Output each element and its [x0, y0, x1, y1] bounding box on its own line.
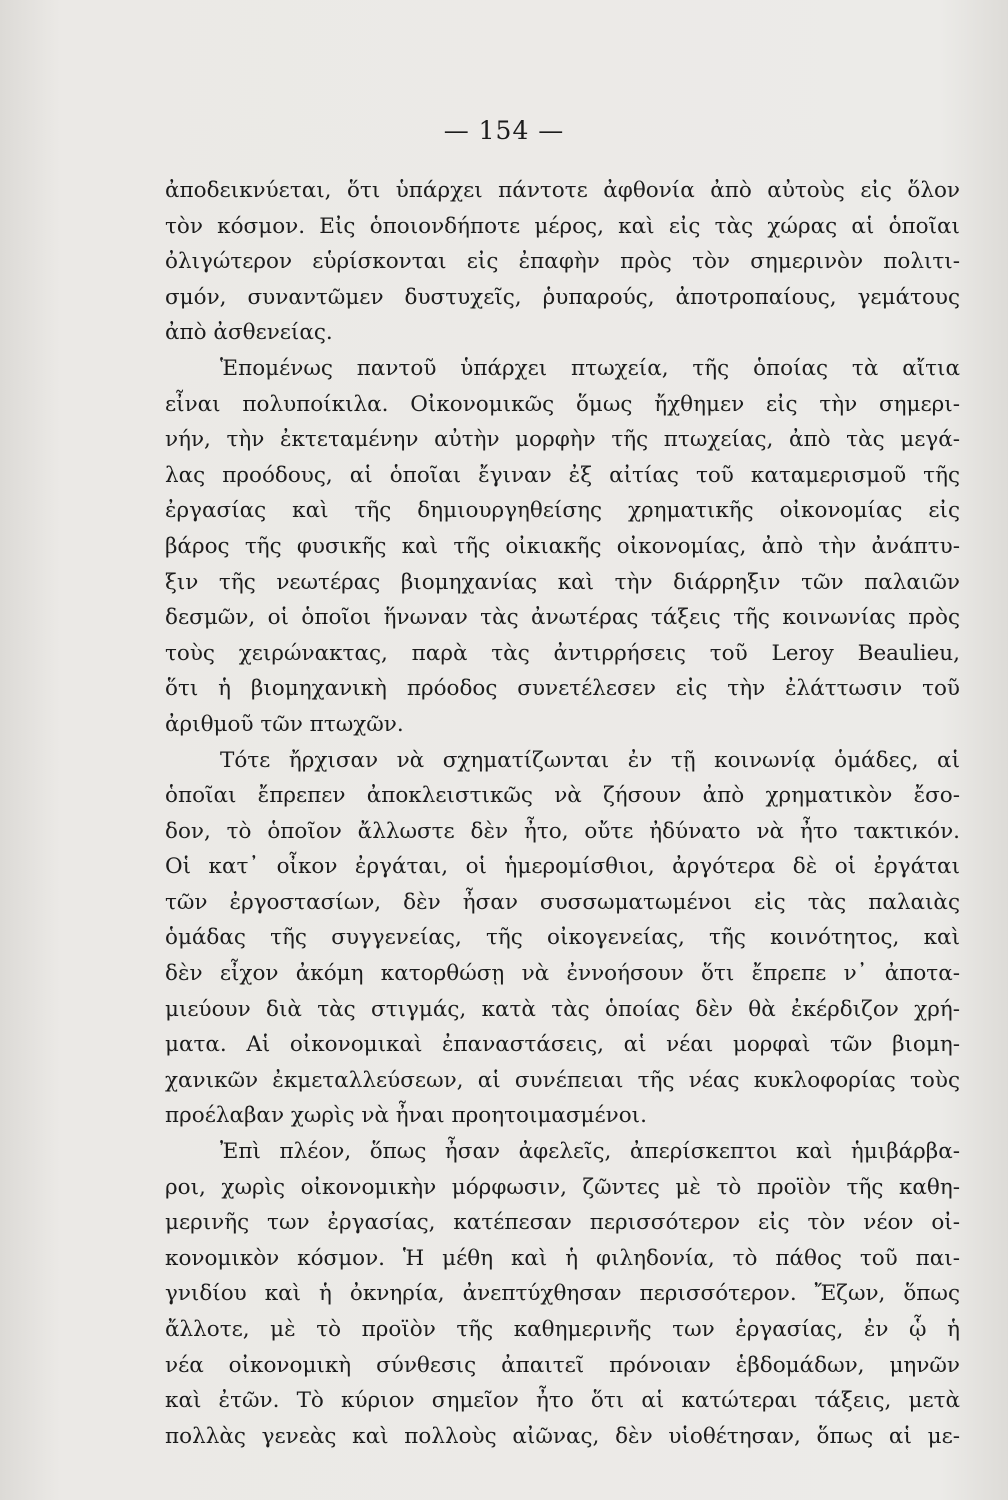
text-line: ἀπὸ ἀσθενείας. [165, 320, 333, 346]
text-line: τὸν κόσμον. Εἰς ὁποιονδήποτε μέρος, καὶ εἰς τὰς χώρας αἱ ὁποῖαι [165, 213, 960, 239]
text-line: ἀριθμοῦ τῶν πτωχῶν. [165, 711, 404, 737]
text-line: ὁμάδας τῆς συγγενείας, τῆς οἰκογενείας, τῆς κοινότητος, καὶ [165, 925, 960, 951]
text-line: Ἐπὶ πλέον, ὅπως ἦσαν ἀφελεῖς, ἀπερίσκεπτοι καὶ ἡμιβάρβα- [220, 1139, 960, 1165]
text-line: βάρος τῆς φυσικῆς καὶ τῆς οἰκιακῆς οἰκονομίας, ἀπὸ τὴν ἀνάπτυ- [165, 533, 960, 559]
text-line: δον, τὸ ὁποῖον ἄλλωστε δὲν ἦτο, οὔτε ἠδύνατο νὰ ἦτο τακτικόν. [165, 818, 960, 844]
text-line: τοὺς χειρώνακτας, παρὰ τὰς ἀντιρρήσεις τοῦ Leroy Beaulieu, [165, 640, 960, 666]
text-line: Ἑπομένως παντοῦ ὑπάρχει πτωχεία, τῆς ὁποίας τὰ αἴτια [220, 355, 960, 381]
text-line: ὁποῖαι ἔπρεπεν ἀποκλειστικῶς νὰ ζήσουν ἀπὸ χρηματικὸν ἔσο- [165, 783, 960, 809]
text-line: γνιδίου καὶ ἡ ὀκνηρία, ἀνεπτύχθησαν περισσότερον. Ἔζων, ὅπως [165, 1281, 960, 1307]
text-line: ξιν τῆς νεωτέρας βιομηχανίας καὶ τὴν διάρρηξιν τῶν παλαιῶν [165, 569, 960, 595]
text-line: σμόν, συναντῶμεν δυστυχεῖς, ῥυπαρούς, ἀποτροπαίους, γεμάτους [165, 284, 960, 310]
text-line: μερινῆς των ἐργασίας, κατέπεσαν περισσότερον εἰς τὸν νέον οἰ- [165, 1210, 960, 1236]
text-line: νέα οἰκονομικὴ σύνθεσις ἀπαιτεῖ πρόνοιαν ἑβδομάδων, μηνῶν [165, 1352, 960, 1378]
text-line: μιεύουν διὰ τὰς στιγμάς, κατὰ τὰς ὁποίας δὲν θὰ ἐκέρδιζον χρή- [165, 996, 960, 1022]
text-line: κονομικὸν κόσμον. Ἡ μέθη καὶ ἡ φιληδονία, τὸ πάθος τοῦ παι- [165, 1245, 960, 1271]
text-line: Οἱ κατ᾽ οἶκον ἐργάται, οἱ ἡμερομίσθιοι, ἀργότερα δὲ οἱ ἐργάται [165, 854, 960, 880]
text-line: ἀποδεικνύεται, ὅτι ὑπάρχει πάντοτε ἀφθονία ἀπὸ αὐτοὺς εἰς ὅλον [165, 178, 960, 203]
text-line: τῶν ἐργοστασίων, δὲν ἦσαν συσσωματωμένοι εἰς τὰς παλαιὰς [165, 889, 960, 915]
text-line: χανικῶν ἐκμεταλλεύσεων, αἱ συνέπειαι τῆς νέας κυκλοφορίας τοὺς [165, 1067, 960, 1093]
text-line: ροι, χωρὶς οἰκονομικὴν μόρφωσιν, ζῶντες μὲ τὸ προϊὸν τῆς καθη- [165, 1174, 960, 1200]
text-line: πολλὰς γενεὰς καὶ πολλοὺς αἰῶνας, δὲν υἱοθέτησαν, ὅπως αἱ με- [165, 1423, 960, 1449]
text-line: ἐργασίας καὶ τῆς δημιουργηθείσης χρηματικῆς οἰκονομίας εἰς [165, 498, 960, 524]
text-line: Τότε ἤρχισαν νὰ σχηματίζωνται ἐν τῇ κοινωνίᾳ ὁμάδες, αἱ [220, 747, 960, 773]
text-line: λας προόδους, αἱ ὁποῖαι ἔγιναν ἐξ αἰτίας τοῦ καταμερισμοῦ τῆς [165, 462, 960, 488]
text-line: ματα. Αἱ οἰκονομικαὶ ἐπαναστάσεις, αἱ νέαι μορφαὶ τῶν βιομη- [165, 1032, 960, 1058]
text-line: καὶ ἐτῶν. Τὸ κύριον σημεῖον ἦτο ὅτι αἱ κατώτεραι τάξεις, μετὰ [165, 1388, 960, 1414]
text-line: ὅτι ἡ βιομηχανικὴ πρόοδος συνετέλεσεν εἰς τὴν ἐλάττωσιν τοῦ [165, 676, 960, 702]
text-line: εἶναι πολυποίκιλα. Οἰκονομικῶς ὅμως ἤχθημεν εἰς τὴν σημερι- [165, 391, 960, 417]
text-line: νήν, τὴν ἐκτεταμένην αὐτὴν μορφὴν τῆς πτωχείας, ἀπὸ τὰς μεγά- [165, 427, 960, 453]
text-line: δὲν εἶχον ἀκόμη κατορθώσῃ νὰ ἐννοήσουν ὅτι ἔπρεπε ν᾽ ἀποτα- [165, 961, 960, 987]
body-text [165, 173, 960, 1454]
page-number: — 154 — [443, 116, 565, 145]
text-line: ὀλιγώτερον εὑρίσκονται εἰς ἐπαφὴν πρὸς τὸν σημερινὸν πολιτι- [165, 249, 960, 275]
text-line: ἄλλοτε, μὲ τὸ προϊὸν τῆς καθημερινῆς των ἐργασίας, ἐν ᾧ ἡ [165, 1317, 960, 1342]
text-line: δεσμῶν, οἱ ὁποῖοι ἥνωναν τὰς ἀνωτέρας τάξεις τῆς κοινωνίας πρὸς [165, 605, 960, 631]
text-line: προέλαβαν χωρὶς νὰ ἦναι προητοιμασμένοι. [165, 1103, 647, 1129]
